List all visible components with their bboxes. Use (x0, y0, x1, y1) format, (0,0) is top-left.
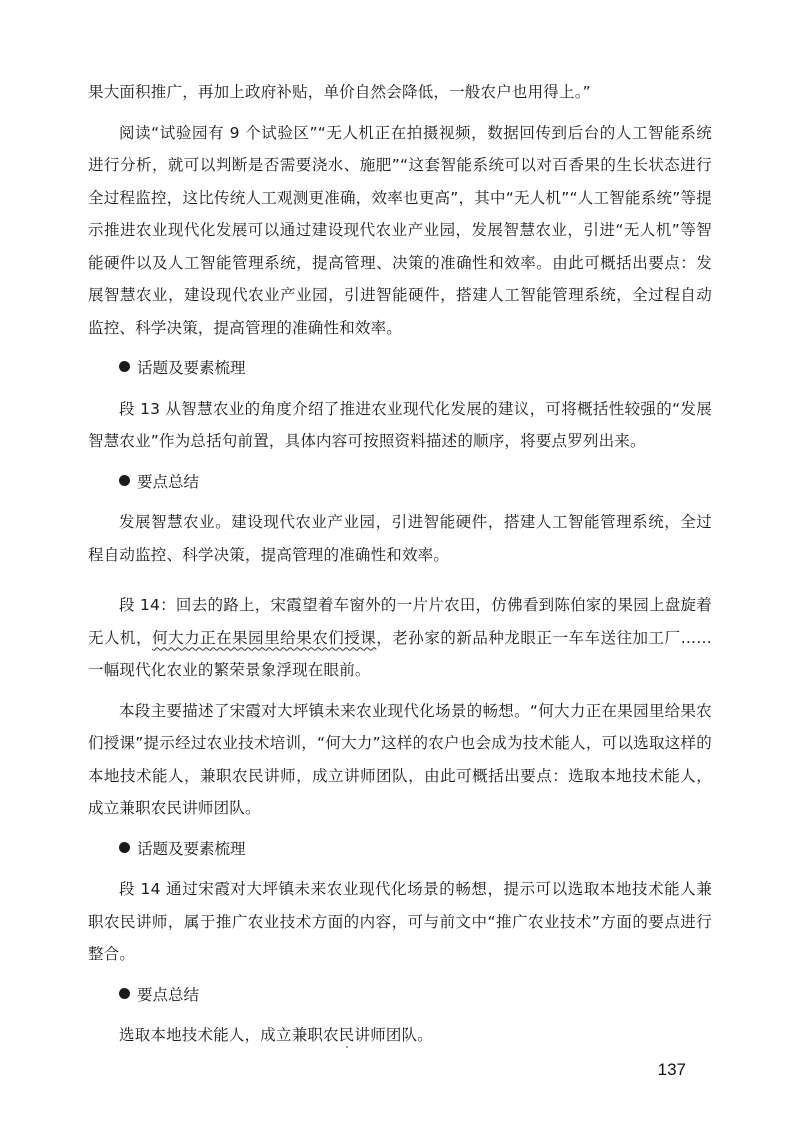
bullet-label: 话题及要素梳理 (137, 359, 246, 377)
paragraph-analysis-13: 阅读“试验园有 9 个试验区”“无人机正在拍摄视频，数据回传到后台的人工智能系统进行分析，就可以判断是否需要浇水、施肥”“这套智能系统可以对百香果的生长状态进行全过程监控，这比传统人工观测更准确，效率也更高”，其中“无人机”“人工智能系统”等提示推进农业现代化发展可以通过建设现代农业产业园，发展智慧农业，引进“无人机”等智能硬件以及人工智能管理系统，提高管理、决策的准确性和效率。由此可概括出要点：发展智慧农业，建设现代农业产业园，引进智能硬件，搭建人工智能管理系统，全过程自动监控、科学决策，提高管理的准确性和效率。 (88, 123, 712, 337)
bullet-label: 话题及要素梳理 (137, 839, 246, 858)
source-text-end: ，老孙家的新品种龙眼正一车车送往加工厂……一幅现代化农业的繁荣景象浮现在眼前。 (88, 628, 712, 679)
scan-speck (346, 1046, 348, 1048)
bullet-dot-icon (119, 361, 130, 372)
bullet-topic-elements-14 (88, 833, 712, 866)
wavy-underlined-phrase: 何大力正在果园里给果农们授课 (152, 628, 377, 647)
bullet-topic-elements-13 (88, 352, 712, 385)
paragraph-summary-13: 发展智慧农业。建设现代农业产业园，引进智能硬件，搭建人工智能管理系统，全过程自动监控、科学决策，提高管理的准确性和效率。 (88, 513, 712, 564)
bullet-dot-icon (119, 842, 130, 853)
source-text-start: 段 14：回去的路上，宋霞望着车窗外的一片片农田，仿佛看到陈伯家的果园上盘旋着无人机， (88, 596, 712, 647)
bullet-label: 要点总结 (137, 472, 200, 491)
document-body (88, 76, 712, 1060)
paragraph-summary-14: 选取本地技术能人，成立兼职农民讲师团队。 (119, 1026, 434, 1044)
bullet-dot-icon (119, 988, 130, 999)
paragraph-topic-13: 段 13 从智慧农业的角度介绍了推进农业现代化发展的建议，可将概括性较强的“发展智慧农业”作为总括句前置，具体内容可按照资料描述的顺序，将要点罗列出来。 (88, 399, 712, 450)
section-gap (88, 579, 712, 589)
page-number: 137 (657, 1060, 686, 1079)
paragraph-source-14 (88, 589, 712, 687)
paragraph-topic-14: 段 14 通过宋霞对大坪镇未来农业现代化场景的畅想，提示可以选取本地技术能人兼职农民讲师，属于推广农业技术方面的内容，可与前文中“推广农业技术”方面的要点进行整合。 (88, 880, 712, 963)
paragraph-continuation: 果大面积推广，再加上政府补贴，单价自然会降低，一般农户也用得上。” (88, 83, 591, 101)
bullet-summary-14 (88, 979, 712, 1012)
paragraph-analysis-14: 本段主要描述了宋霞对大坪镇未来农业现代化场景的畅想。“何大力正在果园里给果农们授课”提示经过农业技术培训，“何大力”这样的农户也会成为技术能人，可以选取这样的本地技术能人，兼职农民讲师，成立讲师团队，由此可概括出要点：选取本地技术能人，成立兼职农民讲师团队。 (88, 701, 712, 817)
bullet-summary-13 (88, 466, 712, 499)
bullet-dot-icon (119, 475, 130, 486)
bullet-label: 要点总结 (137, 985, 200, 1004)
